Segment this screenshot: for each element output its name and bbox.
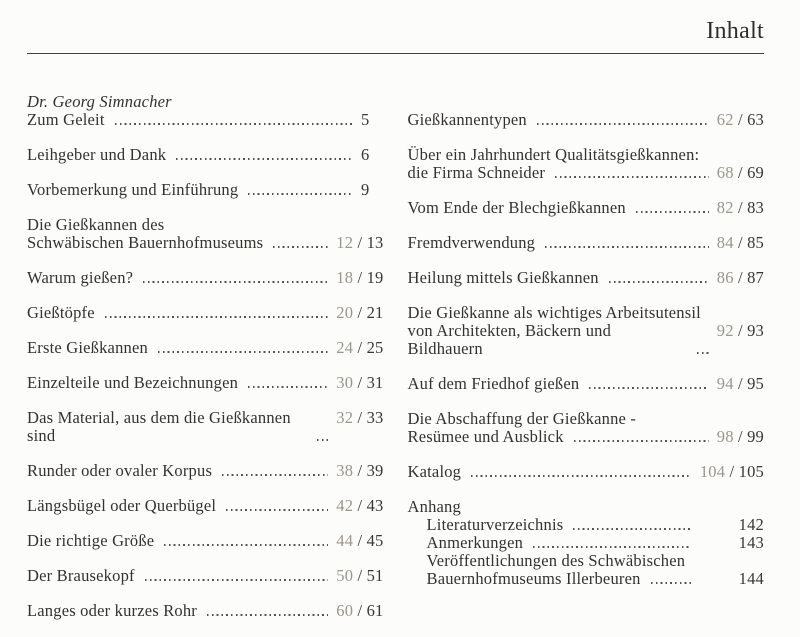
page-separator: / [353, 601, 367, 620]
page-separator: / [733, 198, 748, 217]
page-separator: / [353, 566, 367, 585]
toc-entry-row [408, 199, 765, 217]
toc-entry [408, 234, 765, 252]
toc-entry-title: Vorbemerkung und Einführung [27, 180, 239, 199]
page-number-first: 82 [716, 198, 734, 217]
page-number-first: 24 [336, 338, 354, 357]
page-number-first: 104 [699, 462, 726, 481]
toc-entry-title: Vom Ende der Blechgießkannen [407, 198, 626, 217]
toc-entry-pages [336, 409, 383, 427]
toc-entry [408, 269, 765, 287]
toc-entry-title: von Architekten, Bäckern und Bildhauern [407, 321, 612, 358]
toc-entry [27, 216, 384, 252]
page-separator: / [733, 321, 748, 340]
page-number-second: 99 [747, 427, 764, 446]
toc-entry-title: Leihgeber und Dank [27, 145, 167, 164]
page-number-second: 105 [738, 462, 764, 481]
toc-entry-row [408, 234, 765, 252]
toc-entry-pages [739, 516, 764, 534]
toc-entry-row [27, 567, 384, 585]
dot-leader [589, 387, 708, 389]
page-number-second: 45 [366, 531, 384, 550]
toc-entry [408, 111, 765, 129]
toc-entry [27, 93, 384, 129]
toc-entry-title: Fremdverwendung [407, 233, 536, 252]
toc-entry-title: Der Brausekopf [27, 566, 135, 585]
toc-entry [408, 304, 765, 358]
page-number-second: 85 [747, 233, 764, 252]
toc-entry-row [408, 322, 765, 358]
toc-entry-title: Das Material, aus dem die Gießkannen sind [27, 408, 291, 445]
toc-entry [408, 410, 765, 446]
toc-entry-title: die Firma Schneider [407, 163, 546, 182]
page-separator: / [733, 163, 748, 182]
toc-entry-title: Langes oder kurzes Rohr [27, 601, 198, 620]
page-number-second: 61 [366, 601, 384, 620]
page-number-first: 32 [336, 408, 354, 427]
toc-entry [408, 146, 765, 182]
dot-leader [143, 281, 328, 283]
dot-leader [545, 246, 709, 248]
page-number-first: 62 [716, 110, 734, 129]
page-number-first: 60 [336, 601, 354, 620]
toc-entry-title: Zum Geleit [27, 110, 105, 129]
toc-entry-row [408, 498, 765, 516]
toc-entry-title: Erste Gießkannen [27, 338, 148, 357]
dot-leader [273, 246, 328, 248]
toc-entry [27, 602, 384, 620]
page-number-second: 33 [366, 408, 384, 427]
page-number-second: 142 [738, 515, 764, 534]
toc-entry-pages [336, 374, 383, 392]
toc-entry-pages [336, 602, 383, 620]
page-number-second: 6 [361, 145, 370, 164]
toc-entry-title: Bauernhofmuseums Illerbeuren [426, 569, 641, 588]
toc-entry-pages [336, 269, 383, 287]
page-number-second: 39 [366, 461, 384, 480]
toc-entry-pages [700, 463, 764, 481]
toc-entry [427, 534, 765, 552]
dot-leader [574, 440, 709, 442]
page-number-second: 5 [361, 110, 370, 129]
toc-entry-pages [739, 534, 764, 552]
dot-leader [697, 352, 709, 354]
page-number-first: 20 [336, 303, 354, 322]
page-number-second: 87 [747, 268, 764, 287]
dot-leader [651, 582, 691, 584]
dot-leader [145, 579, 329, 581]
toc-entry-pages [739, 570, 764, 588]
page-separator: / [353, 233, 367, 252]
dot-leader [533, 546, 691, 548]
toc-entry-row [427, 534, 765, 552]
dot-leader [207, 614, 328, 616]
toc-entry-row [408, 164, 765, 182]
page-number-first: 92 [716, 321, 734, 340]
toc-entry-pages [361, 111, 383, 129]
toc-entry-title: Literaturverzeichnis [426, 515, 564, 534]
page-number-second: 43 [366, 496, 384, 515]
page-number-first: 86 [716, 268, 734, 287]
toc-entry-pretitle: Dr. Georg Simnacher [27, 92, 172, 111]
toc-entry-pages [717, 322, 764, 340]
toc-entry-title: Warum gießen? [27, 268, 134, 287]
dot-leader [158, 351, 328, 353]
page-number-second: 69 [747, 163, 764, 182]
page-number-first: 94 [716, 374, 734, 393]
toc-entry-row [27, 462, 384, 480]
page-separator: / [733, 110, 748, 129]
toc-entry [27, 409, 384, 445]
page-number-second: 31 [366, 373, 384, 392]
page-separator: / [353, 461, 367, 480]
toc-entry-title: Einzelteile und Bezeichnungen [27, 373, 239, 392]
toc-entry-pages [336, 304, 383, 322]
toc-entry-title: Katalog [407, 462, 462, 481]
page-number-second: 19 [366, 268, 384, 287]
toc-entry-row [27, 234, 384, 252]
toc-entry-pages [336, 234, 383, 252]
toc-entry [27, 339, 384, 357]
toc-entry-title: Runder oder ovaler Korpus [27, 461, 213, 480]
page-number-first: 30 [336, 373, 354, 392]
page-number-first: 18 [336, 268, 354, 287]
page-number-second: 13 [366, 233, 384, 252]
page-separator: / [353, 268, 367, 287]
page-number-first: 98 [716, 427, 734, 446]
toc-entry-pages [717, 269, 764, 287]
page-number-second: 93 [747, 321, 764, 340]
page-title: Inhalt [706, 18, 764, 44]
toc-entry-pretitle: Die Gießkanne als wichtiges Arbeitsutensil [407, 303, 701, 322]
toc-columns [27, 93, 764, 637]
toc-entry-title: Schwäbischen Bauernhofmuseums [27, 233, 264, 252]
toc-entry-pages [336, 462, 383, 480]
toc-entry [427, 552, 765, 588]
toc-column-right [408, 93, 765, 637]
toc-entry [408, 498, 765, 516]
toc-entry-pages [717, 199, 764, 217]
page-number-first: 68 [716, 163, 734, 182]
page-number-first: 38 [336, 461, 354, 480]
page-separator: / [353, 496, 367, 515]
toc-entry-pretitle: Die Abschaffung der Gießkanne - [407, 409, 637, 428]
page-number-second: 95 [747, 374, 764, 393]
dot-leader [176, 158, 353, 160]
page-separator: / [353, 373, 367, 392]
toc-entry-row [27, 111, 384, 129]
toc-column-left [27, 93, 384, 637]
toc-entry [408, 463, 765, 481]
toc-entry-row [27, 181, 384, 199]
toc-entry [27, 146, 384, 164]
page-separator: / [733, 268, 748, 287]
page-number-second: 83 [747, 198, 764, 217]
dot-leader [555, 176, 709, 178]
toc-entry [27, 567, 384, 585]
toc-entry-row [27, 602, 384, 620]
toc-entry [27, 374, 384, 392]
toc-entry-pages [336, 532, 383, 550]
dot-leader [471, 475, 692, 477]
toc-entry-title: Anhang [407, 497, 461, 516]
toc-entry-title: Resümee und Ausblick [407, 427, 564, 446]
toc-entry-pages [336, 567, 383, 585]
page-number-first: 50 [336, 566, 354, 585]
toc-entry-row [408, 269, 765, 287]
toc-entry [408, 375, 765, 393]
dot-leader [573, 528, 690, 530]
toc-entry [27, 269, 384, 287]
dot-leader [164, 544, 328, 546]
toc-entry-pages [717, 375, 764, 393]
toc-entry-title: Gießtöpfe [27, 303, 95, 322]
toc-entry-pages [336, 339, 383, 357]
toc-entry-title: Anmerkungen [426, 533, 524, 552]
page-number-second: 25 [366, 338, 384, 357]
toc-entry [408, 199, 765, 217]
toc-entry-row [27, 374, 384, 392]
header-rule [27, 53, 764, 54]
toc-entry-row [408, 463, 765, 481]
toc-entry-row [27, 497, 384, 515]
toc-entry-row [408, 375, 765, 393]
toc-entry [27, 497, 384, 515]
toc-entry-title: Längsbügel oder Querbügel [27, 496, 217, 515]
page-separator: / [725, 462, 739, 481]
toc-entry-title: Die richtige Größe [27, 531, 155, 550]
toc-entry-title: Heilung mittels Gießkannen [407, 268, 599, 287]
page-number-second: 9 [361, 180, 370, 199]
dot-leader [115, 123, 353, 125]
toc-entry-row [408, 111, 765, 129]
page-separator: / [353, 338, 367, 357]
page-number-second: 63 [747, 110, 764, 129]
toc-entry-row [27, 304, 384, 322]
toc-entry-pages [717, 111, 764, 129]
dot-leader [636, 211, 709, 213]
toc-entry-title: Gießkannentypen [407, 110, 527, 129]
page-number-first: 44 [336, 531, 354, 550]
toc-entry-pretitle: Über ein Jahrhundert Qualitätsgießkannen: [407, 145, 700, 164]
toc-entry-pages [717, 234, 764, 252]
toc-entry-row [408, 428, 765, 446]
page-separator: / [733, 233, 748, 252]
page-separator: / [733, 427, 748, 446]
toc-entry-row [427, 516, 765, 534]
toc-entry [27, 304, 384, 322]
toc-entry-row [27, 269, 384, 287]
dot-leader [222, 474, 328, 476]
toc-entry-title: Auf dem Friedhof gießen [407, 374, 580, 393]
toc-entry-pages [361, 181, 383, 199]
page-separator: / [353, 531, 367, 550]
page-number-second: 51 [366, 566, 384, 585]
page-separator: / [353, 303, 367, 322]
dot-leader [248, 386, 328, 388]
toc-entry-pages [361, 146, 383, 164]
toc-entry-pretitle: Veröffentlichungen des Schwäbischen [426, 551, 686, 570]
page-number-second: 21 [366, 303, 384, 322]
dot-leader [317, 439, 328, 441]
page-separator: / [353, 408, 367, 427]
page-number-first: 42 [336, 496, 354, 515]
toc-entry [27, 181, 384, 199]
page-header [27, 0, 764, 44]
toc-entry-row [27, 532, 384, 550]
page-number-second: 144 [738, 569, 764, 588]
dot-leader [226, 509, 328, 511]
toc-entry-row [27, 339, 384, 357]
page-number-first: 12 [336, 233, 354, 252]
dot-leader [105, 316, 328, 318]
toc-entry-row [427, 570, 765, 588]
dot-leader [248, 193, 353, 195]
page-number-second: 143 [738, 533, 764, 552]
toc-entry-pages [717, 428, 764, 446]
toc-entry [427, 516, 765, 534]
page-separator: / [733, 374, 748, 393]
toc-entry-row [27, 409, 384, 445]
toc-entry [27, 532, 384, 550]
toc-entry-pages [717, 164, 764, 182]
page-number-first: 84 [716, 233, 734, 252]
dot-leader [537, 123, 709, 125]
toc-entry-pretitle: Die Gießkannen des [27, 215, 165, 234]
toc-entry-row [27, 146, 384, 164]
dot-leader [609, 281, 709, 283]
toc-entry [27, 462, 384, 480]
toc-entry-pages [336, 497, 383, 515]
